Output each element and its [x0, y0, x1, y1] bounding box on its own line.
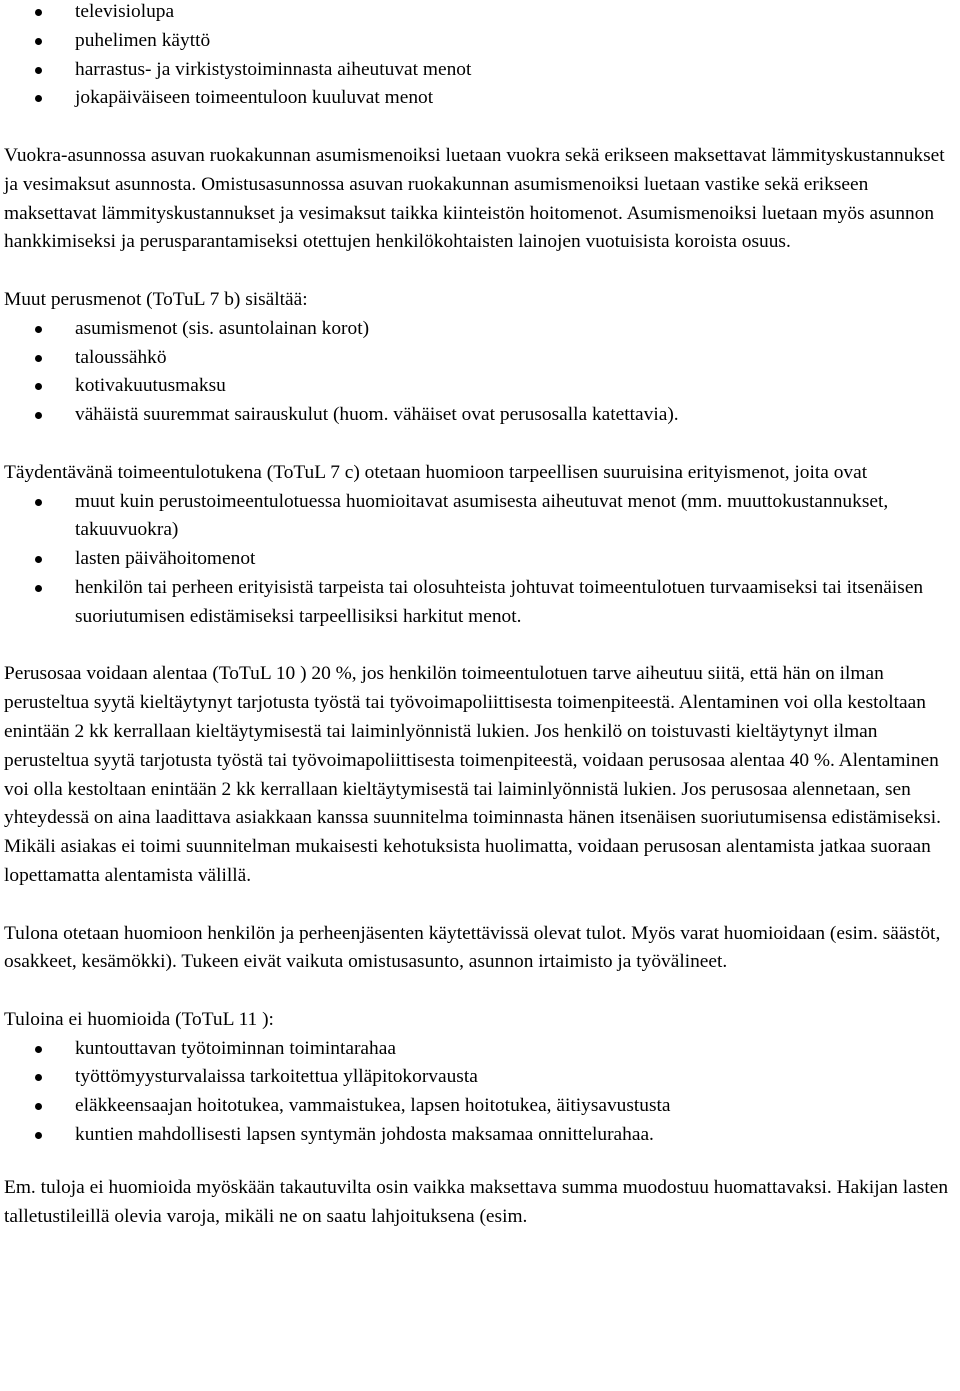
list-item: asumismenot (sis. asuntolainan korot) [0, 315, 960, 344]
bullet-icon [35, 67, 42, 74]
bullet-icon [35, 556, 42, 563]
list-item: muut kuin perustoimeentulotuessa huomioitavat asumisesta aiheutuvat menot (mm. muuttokustannukset, takuuvuokra) [0, 488, 960, 546]
list-item: puhelimen käyttö [0, 27, 960, 56]
list-item: televisiolupa [0, 0, 960, 27]
heading-supplementary-support: Täydentävänä toimeentulotukena (ToTuL 7 c) otetaan huomioon tarpeellisen suuruisina erityismenot, joita ovat [4, 461, 868, 483]
bullet-icon [35, 412, 42, 419]
bullet-list-top [0, 0, 960, 113]
bullet-icon [35, 9, 42, 16]
list-item: taloussähkö [0, 344, 960, 373]
bullet-icon [35, 1074, 42, 1081]
list-item: kuntien mahdollisesti lapsen syntymän johdosta maksamaa onnittelurahaa. [0, 1121, 960, 1150]
bullet-list-special-costs [0, 488, 960, 632]
bullet-icon [35, 355, 42, 362]
paragraph-final: Em. tuloja ei huomioida myöskään takautuvilta osin vaikka maksettava summa muodostuu huomattavaksi. Hakijan lasten talletustileillä olevia varoja, mikäli ne on saatu lahjoituksena (esim. [4, 1176, 949, 1227]
bullet-icon [35, 585, 42, 592]
bullet-icon [35, 1046, 42, 1053]
list-item: lasten päivähoitomenot [0, 545, 960, 574]
paragraph-housing-costs: Vuokra-asunnossa asuvan ruokakunnan asumismenoiksi luetaan vuokra sekä erikseen maksettavat lämmityskustannukset ja vesimaksut asunnosta. Omistusasunnossa asuvan ruokakunnan asumismenoiksi luetaan vastike sekä erikseen maksettavat lämmityskustannukset ja vesimaksut taikka kiinteistön hoitomenot. Asumismenoiksi luetaan myös asunnon hankkimiseksi ja perusparantamiseksi otettujen henkilökohtaisten lainojen vuotuisista koroista osuus. [4, 144, 945, 253]
list-item: jokapäiväiseen toimeentuloon kuuluvat menot [0, 84, 960, 113]
list-item: henkilön tai perheen erityisistä tarpeista tai olosuhteista johtuvat toimeentulotuen turvaamiseksi tai itsenäisen suoriutumisen edistämiseksi tarpeellisiksi harkitut menot. [0, 574, 960, 632]
bullet-list-other-basic-costs [0, 315, 960, 430]
bullet-list-not-counted-income [0, 1035, 960, 1150]
paragraph-basic-amount-reduction: Perusosaa voidaan alentaa (ToTuL 10 ) 20 %, jos henkilön toimeentulotuen tarve aiheutuu siitä, että hän on ilman perusteltua syytä kieltäytynyt tarjotusta työstä tai työvoimapoliittisesta toimenpiteestä. Alentaminen voi olla kestoltaan enintään 2 kk kerrallaan kieltäytymisestä tai laiminlyönnistä lukien. Jos henkilö on toistuvasti kieltäytynyt ilman perusteltua syytä tarjotusta työstä tai työvoimapoliittisesta toimenpiteestä, voidaan perusosaa alentaa 40 %. Alentaminen voi olla kestoltaan enintään 2 kk kerrallaan kieltäytymisestä tai laiminlyönnistä lukien. Jos perusosaa alennetaan, sen yhteydessä on aina laadittava asiakkaan kanssa suunnitelma toiminnasta hänen itsenäisen suoriutumisensa edistämiseksi. Mikäli asiakas ei toimi suunnitelman mukaisesti kehotuksista huolimatta, voidaan perusosan alentamista jatkaa suoraan lopettamatta alentamista välillä. [4, 663, 941, 886]
list-item: vähäistä suuremmat sairauskulut (huom. vähäiset ovat perusosalla katettavia). [0, 401, 960, 430]
bullet-icon [35, 499, 42, 506]
list-item: kotivakuutusmaksu [0, 372, 960, 401]
list-item: harrastus- ja virkistystoiminnasta aiheutuvat menot [0, 56, 960, 85]
heading-not-counted-as-income: Tuloina ei huomioida (ToTuL 11 ): [4, 1008, 274, 1030]
list-item: kuntouttavan työtoiminnan toimintarahaa [0, 1035, 960, 1064]
bullet-icon [35, 1103, 42, 1110]
bullet-icon [35, 326, 42, 333]
bullet-icon [35, 383, 42, 390]
heading-other-basic-costs: Muut perusmenot (ToTuL 7 b) sisältää: [4, 288, 308, 310]
list-item: työttömyysturvalaissa tarkoitettua ylläpitokorvausta [0, 1063, 960, 1092]
bullet-icon [35, 1132, 42, 1139]
bullet-icon [35, 38, 42, 45]
paragraph-income: Tulona otetaan huomioon henkilön ja perheenjäsenten käytettävissä olevat tulot. Myös varat huomioidaan (esim. säästöt, osakkeet, kesämökki). Tukeen eivät vaikuta omistusasunto, asunnon irtaimisto ja työvälineet. [4, 922, 941, 973]
list-item: eläkkeensaajan hoitotukea, vammaistukea, lapsen hoitotukea, äitiysavustusta [0, 1092, 960, 1121]
bullet-icon [35, 95, 42, 102]
